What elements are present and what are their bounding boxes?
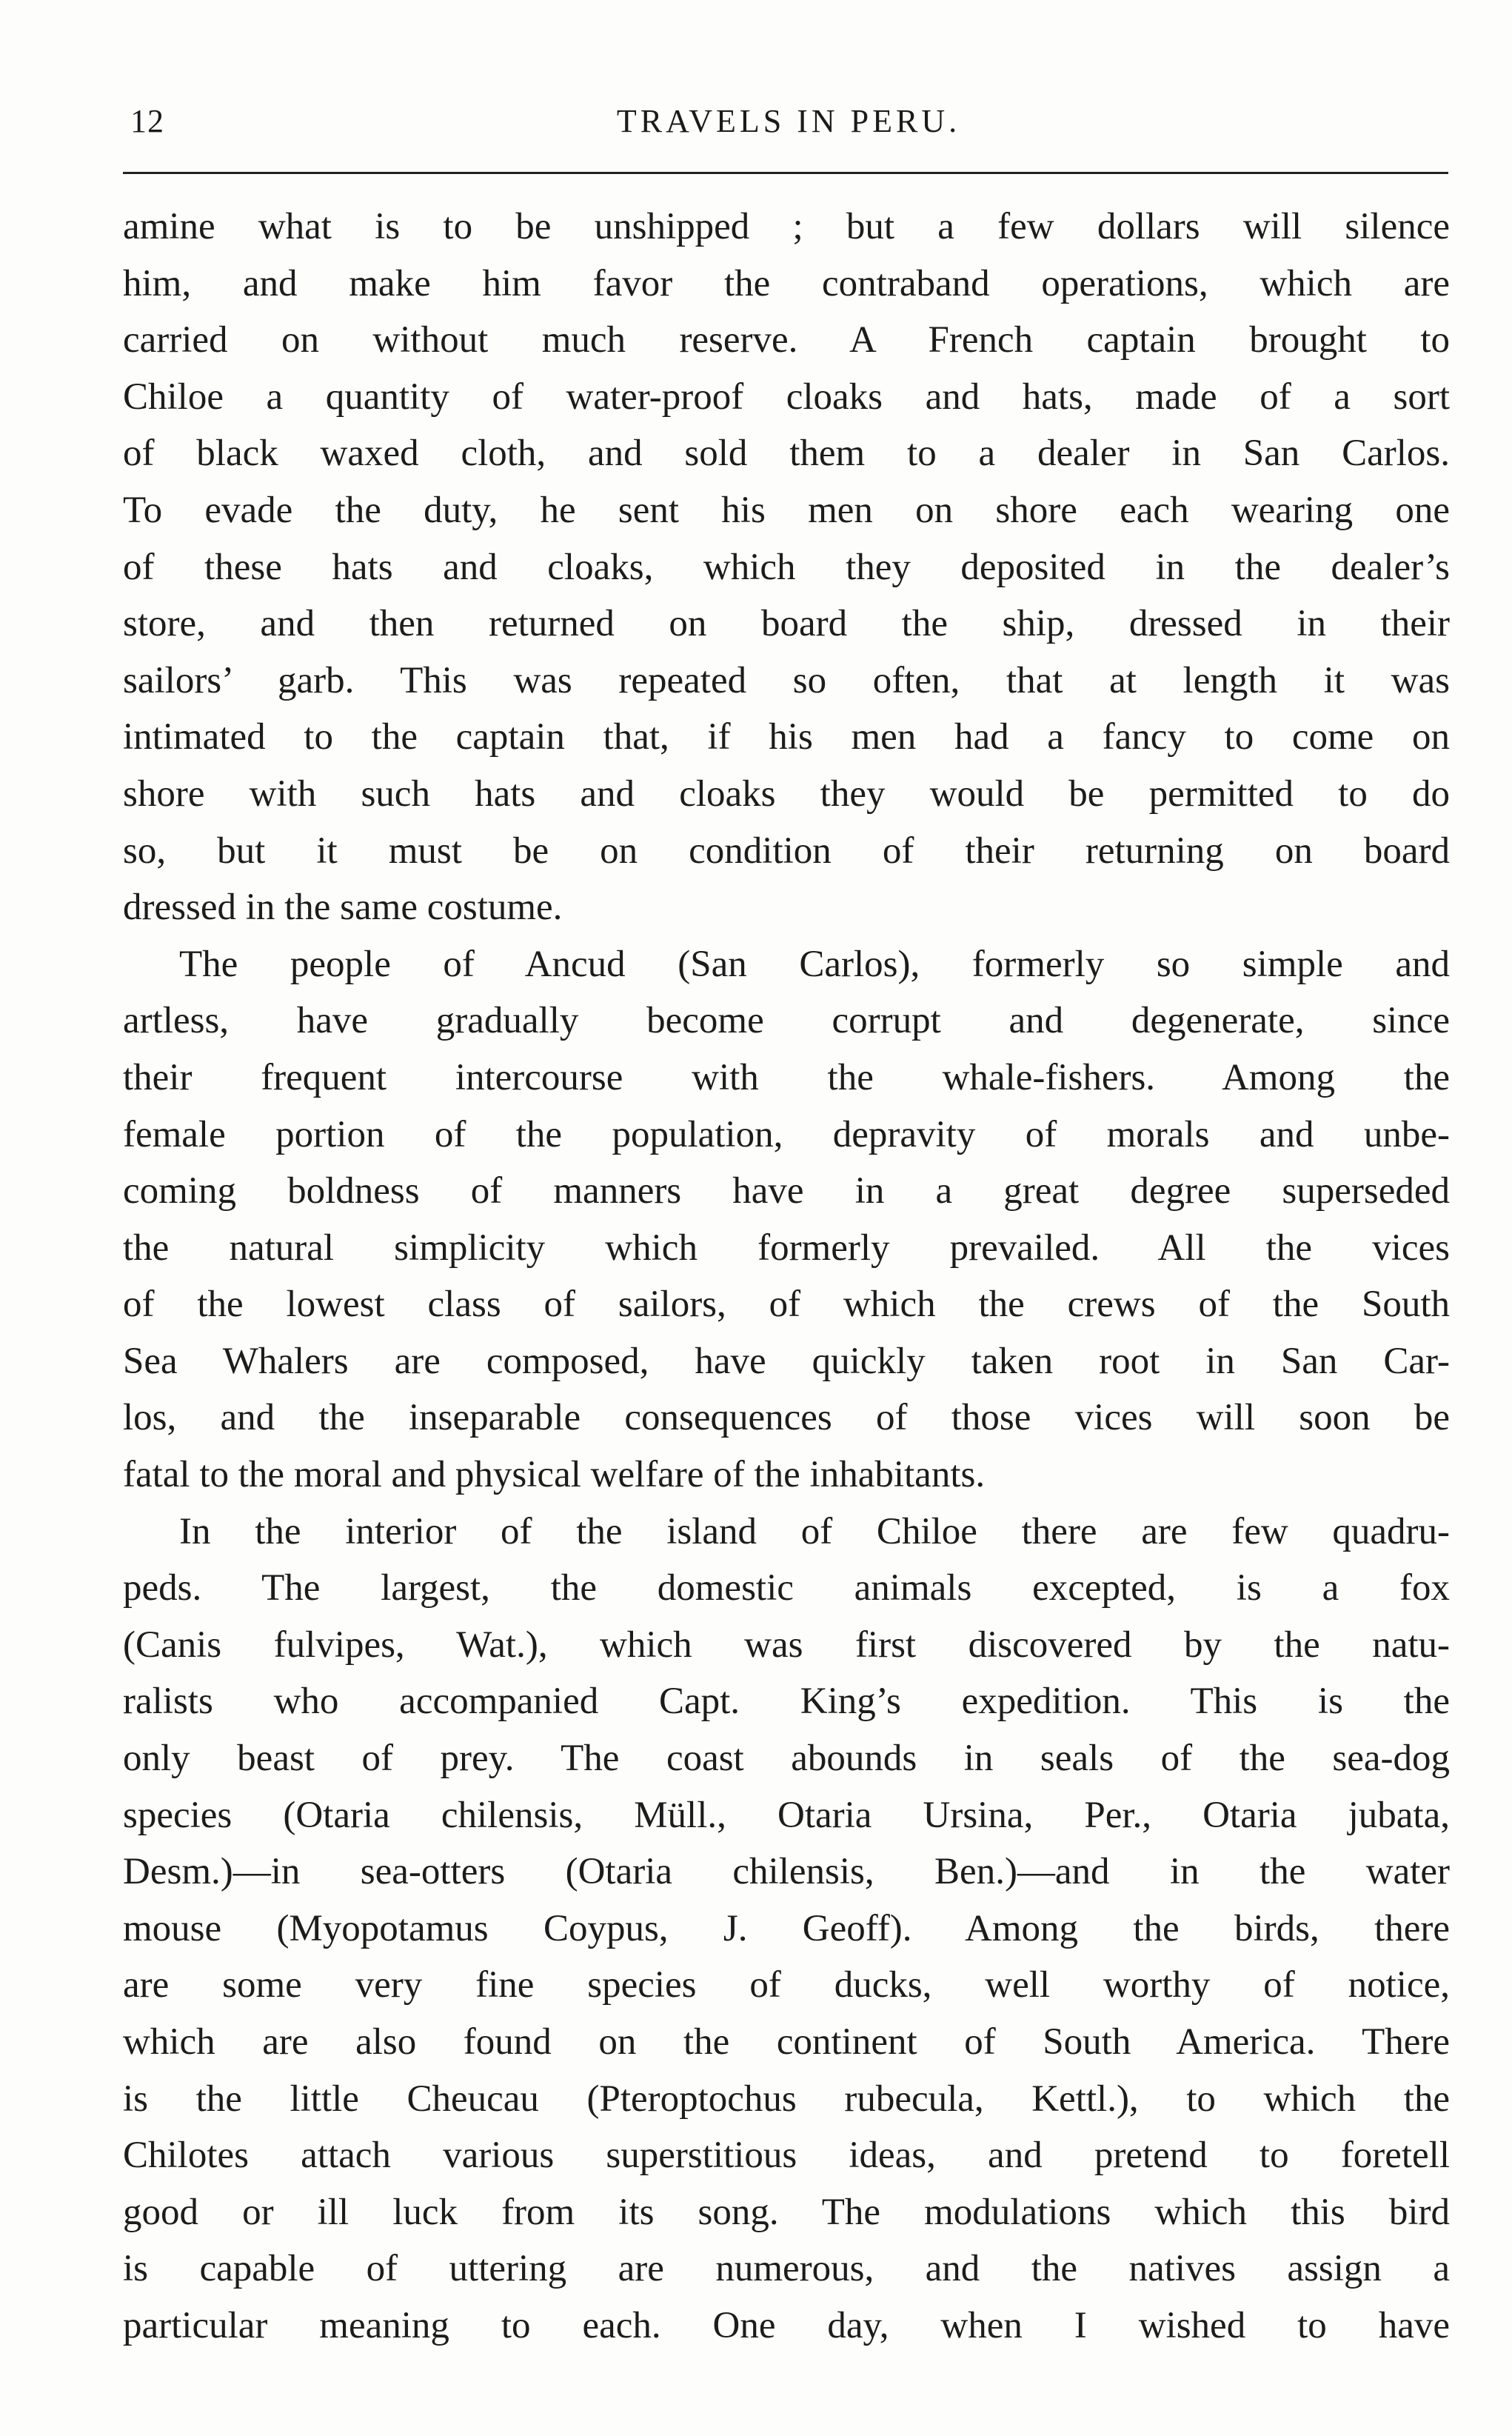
text-line: is capable of uttering are numerous, and the natives assign a	[123, 2248, 1450, 2290]
text-line: the natural simplicity which formerly prevailed. All the vices	[123, 1227, 1450, 1269]
text-line: female portion of the population, depravity of morals and unbe-	[123, 1113, 1450, 1155]
text-line: peds. The largest, the domestic animals excepted, is a fox	[123, 1567, 1450, 1609]
text-line: shore with such hats and cloaks they would be permitted to do	[123, 772, 1450, 815]
text-line: coming boldness of manners have in a great degree superseded	[123, 1170, 1450, 1212]
text-line: Chilotes attach various superstitious ideas, and pretend to foretell	[123, 2135, 1450, 2177]
text-line: of these hats and cloaks, which they deposited in the dealer’s	[123, 546, 1450, 588]
text-line: The people of Ancud (San Carlos), formerly so simple and	[179, 943, 1450, 985]
text-line: Desm.)—in sea-otters (Otaria chilensis, Ben.)—and in the water	[123, 1851, 1450, 1893]
text-line: is the little Cheucau (Pteroptochus rubecula, Kettl.), to which the	[123, 2078, 1450, 2120]
text-line: are some very fine species of ducks, well worthy of notice,	[123, 1964, 1450, 2006]
text-line: him, and make him favor the contraband operations, which are	[123, 262, 1450, 304]
text-line: artless, have gradually become corrupt and degenerate, since	[123, 1000, 1450, 1042]
text-line: store, and then returned on board the ship, dressed in their	[123, 603, 1450, 645]
text-line: their frequent intercourse with the whale-fishers. Among the	[123, 1056, 1450, 1098]
text-line: Sea Whalers are composed, have quickly taken root in San Car-	[123, 1340, 1450, 1382]
page-number: 12	[130, 103, 164, 139]
text-line: mouse (Myopotamus Coypus, J. Geoff). Among the birds, there	[123, 1907, 1450, 1949]
text-line: ralists who accompanied Capt. King’s expedition. This is the	[123, 1681, 1450, 1723]
text-line: so, but it must be on condition of their returning on board	[123, 830, 1450, 872]
text-line: To evade the duty, he sent his men on shore each wearing one	[123, 489, 1450, 531]
body-text	[123, 198, 1450, 2391]
text-line: of black waxed cloth, and sold them to a dealer in San Carlos.	[123, 433, 1450, 475]
text-line: los, and the inseparable consequences of those vices will soon be	[123, 1397, 1450, 1439]
text-line: In the interior of the island of Chiloe there are few quadru-	[179, 1510, 1450, 1552]
text-line: which are also found on the continent of South America. There	[123, 2021, 1450, 2063]
running-head: TRAVELS IN PERU.	[616, 103, 961, 139]
text-line: Chiloe a quantity of water-proof cloaks and hats, made of a sort	[123, 376, 1450, 418]
header-rule	[123, 172, 1448, 174]
text-line: carried on without much reserve. A French captain brought to	[123, 319, 1450, 361]
text-line: amine what is to be unshipped ; but a few dollars will silence	[123, 206, 1450, 247]
text-line: intimated to the captain that, if his men had a fancy to come on	[123, 716, 1450, 758]
page-header	[123, 102, 1454, 147]
text-line: fatal to the moral and physical welfare of the inhabitants.	[123, 1454, 986, 1496]
text-line: dressed in the same costume.	[123, 887, 563, 929]
text-line: (Canis fulvipes, Wat.), which was first discovered by the natu-	[123, 1624, 1450, 1666]
text-line: of the lowest class of sailors, of which the crews of the South	[123, 1284, 1450, 1326]
text-line: good or ill luck from its song. The modulations which this bird	[123, 2191, 1450, 2233]
text-line: species (Otaria chilensis, Müll., Otaria Ursina, Per., Otaria jubata,	[123, 1794, 1450, 1836]
text-line: only beast of prey. The coast abounds in seals of the sea-dog	[123, 1738, 1450, 1780]
text-line: particular meaning to each. One day, when I wished to have	[123, 2304, 1450, 2346]
text-line: sailors’ garb. This was repeated so often, that at length it was	[123, 659, 1450, 701]
